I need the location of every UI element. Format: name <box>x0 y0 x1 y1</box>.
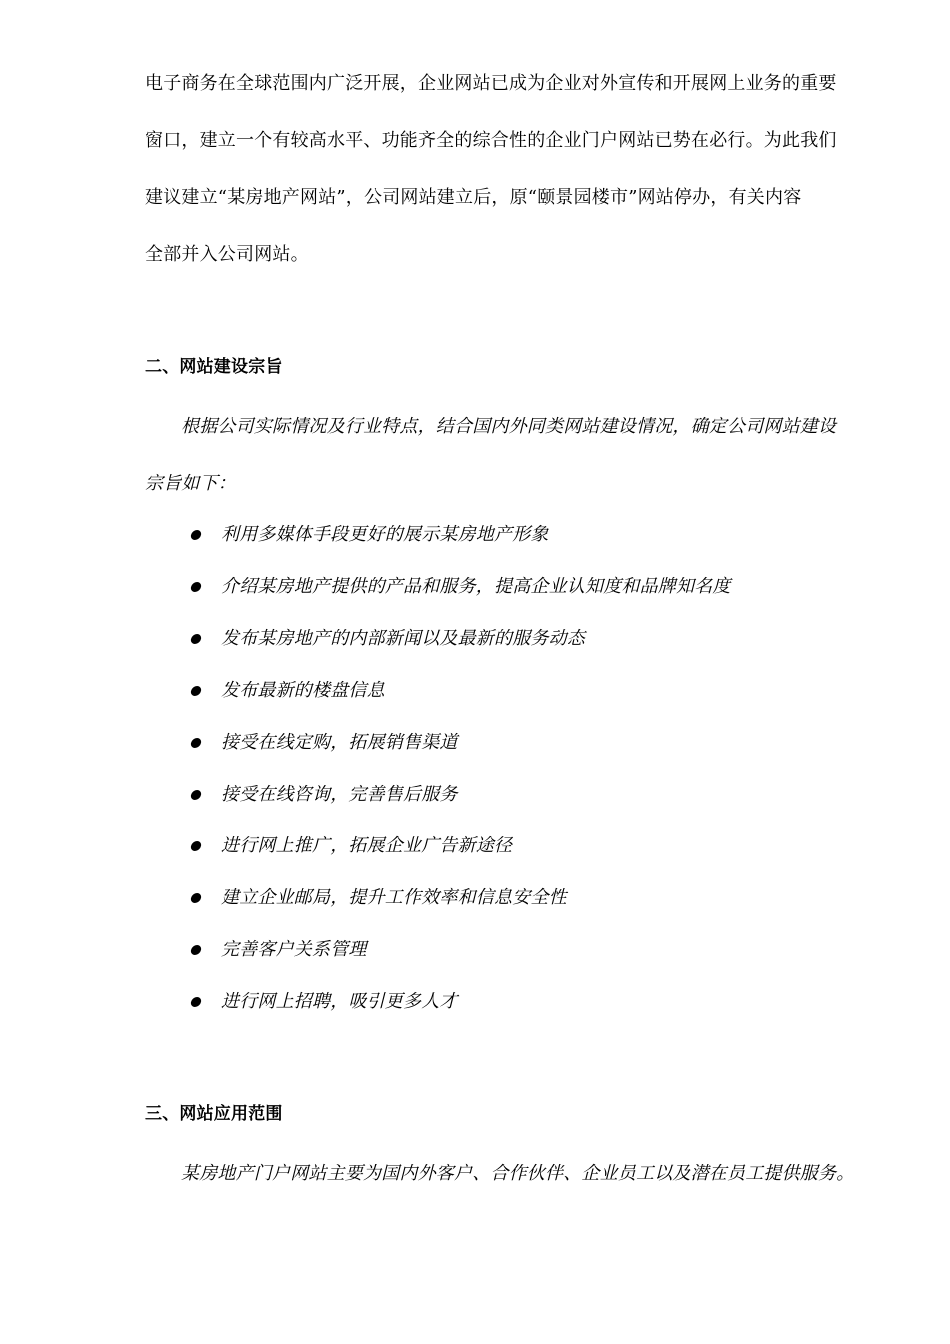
list-item-text: 发布某房地产的内部新闻以及最新的服务动态 <box>221 628 585 649</box>
section-2-heading: 二、网站建设宗旨 <box>145 357 283 377</box>
intro-line-4: 全部并入公司网站。 <box>145 244 309 265</box>
bullet-icon <box>190 841 202 851</box>
bullet-icon <box>190 997 202 1007</box>
bullet-icon <box>190 530 202 540</box>
intro-line-2: 窗口，建立一个有较高水平、功能齐全的综合性的企业门户网站已势在必行。为此我们 <box>145 130 837 151</box>
list-item-text: 进行网上招聘，吸引更多人才 <box>221 991 458 1012</box>
section-3-heading: 三、网站应用范围 <box>145 1104 283 1124</box>
list-item-text: 进行网上推广，拓展企业广告新途径 <box>221 835 513 856</box>
list-item-text: 接受在线咨询，完善售后服务 <box>221 784 458 805</box>
section-2-intro-line-2: 宗旨如下： <box>145 473 236 494</box>
list-item-text: 建立企业邮局，提升工作效率和信息安全性 <box>221 887 567 908</box>
section-3-body-line: 某房地产门户网站主要为国内外客户、合作伙伴、企业员工以及潜在员工提供服务。 <box>181 1163 855 1184</box>
list-item-text: 接受在线定购，拓展销售渠道 <box>221 732 458 753</box>
list-item-text: 利用多媒体手段更好的展示某房地产形象 <box>221 524 549 545</box>
list-item-text: 介绍某房地产提供的产品和服务，提高企业认知度和品牌知名度 <box>221 576 731 597</box>
bullet-icon <box>190 634 202 644</box>
intro-line-3: 建议建立“某房地产网站”，公司网站建立后，原“颐景园楼市”网站停办，有关内容 <box>145 187 802 208</box>
bullet-icon <box>190 686 202 696</box>
intro-line-1: 电子商务在全球范围内广泛开展，企业网站已成为企业对外宣传和开展网上业务的重要 <box>145 73 837 94</box>
bullet-icon <box>190 582 202 592</box>
list-item-text: 发布最新的楼盘信息 <box>221 680 385 701</box>
bullet-icon <box>190 790 202 800</box>
bullet-icon <box>190 945 202 955</box>
section-2-intro-line-1: 根据公司实际情况及行业特点，结合国内外同类网站建设情况，确定公司网站建设 <box>181 416 837 437</box>
bullet-icon <box>190 893 202 903</box>
bullet-icon <box>190 738 202 748</box>
list-item-text: 完善客户关系管理 <box>221 939 367 960</box>
